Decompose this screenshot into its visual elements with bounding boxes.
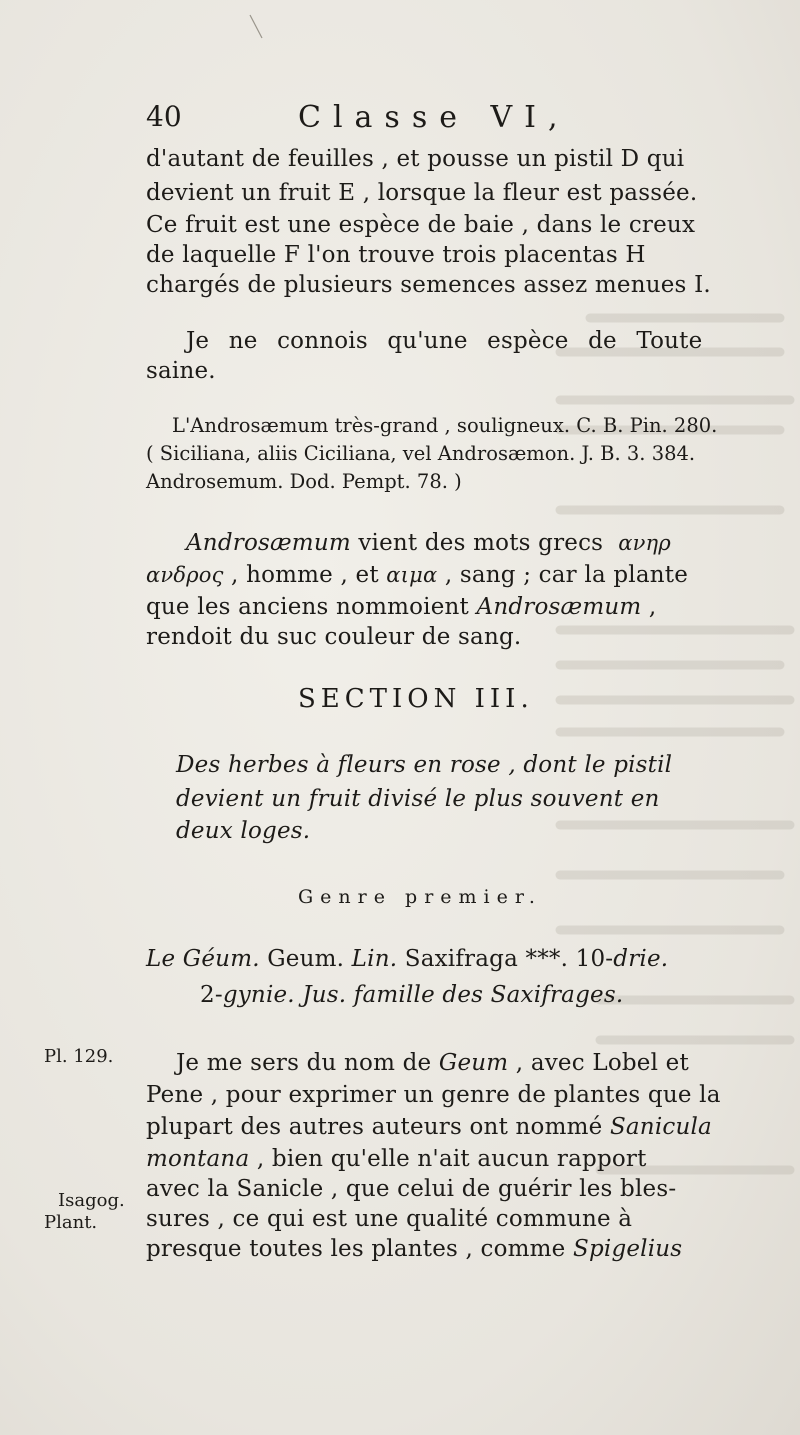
running-title: Classe VI, <box>298 100 570 135</box>
text-line: sures , ce qui est une qualité commune à <box>146 1206 633 1232</box>
latin-word: Androsæmum <box>186 530 351 556</box>
margin-plate-reference: Pl. 129. <box>44 1046 114 1067</box>
text-line: devient un fruit E , lorsque la fleur est passée. <box>146 180 698 206</box>
text-line: d'autant de feuilles , et pousse un pistil D qui <box>146 146 685 172</box>
greek-word: ανηρ <box>618 531 671 555</box>
text-line: montana , bien qu'elle n'ait aucun rapport <box>146 1146 647 1172</box>
genus-name: Le Géum. <box>146 946 260 972</box>
text-line: Le Géum. Geum. Lin. Saxifraga ***. 10-drie. <box>146 946 669 972</box>
text-line: chargés de plusieurs semences assez menues I. <box>146 272 711 298</box>
page-number: 40 <box>146 100 182 133</box>
section-heading: SECTION III. <box>298 684 534 714</box>
text-line: Je ne connois qu'une espèce de Toute <box>186 328 703 354</box>
margin-reference: Isagog. <box>58 1190 125 1211</box>
genre-heading: Genre premier. <box>298 886 542 908</box>
text-line: Androsemum. Dod. Pempt. 78. ) <box>146 470 462 493</box>
text-line: que les anciens nommoient Androsæmum , <box>146 594 657 620</box>
text-line: Androsæmum vient des mots grecs ανηρ <box>186 530 671 556</box>
latin-word: Androsæmum <box>476 594 642 620</box>
greek-word: ανδρος <box>146 563 224 587</box>
text-line: avec la Sanicle , que celui de guérir les bles- <box>146 1176 677 1202</box>
margin-reference: Plant. <box>44 1212 98 1233</box>
text-line: Des herbes à fleurs en rose , dont le pistil <box>176 752 673 778</box>
text-line: 2-gynie. Jus. famille des Saxifrages. <box>200 982 624 1008</box>
text-line: Je me sers du nom de Geum , avec Lobel et <box>176 1050 689 1076</box>
text-line: Ce fruit est une espèce de baie , dans le creux <box>146 212 696 238</box>
text-line: rendoit du suc couleur de sang. <box>146 624 522 650</box>
text-line: ανδρος , homme , et αιμα , sang ; car la plante <box>146 562 689 588</box>
text-line: ( Siciliana, aliis Ciciliana, vel Androsæmon. J. B. 3. 384. <box>146 442 696 465</box>
text-line: devient un fruit divisé le plus souvent en <box>176 786 660 812</box>
text-line: presque toutes les plantes , comme Spigelius <box>146 1236 683 1262</box>
greek-word: αιμα <box>386 563 438 587</box>
text-line: saine. <box>146 358 216 384</box>
text-line: L'Androsæmum très-grand , souligneux. C. B. Pin. 280. <box>172 414 718 437</box>
text-line: deux loges. <box>176 818 311 844</box>
text-line: de laquelle F l'on trouve trois placentas H <box>146 242 646 268</box>
text-line: plupart des autres auteurs ont nommé Sanicula <box>146 1114 712 1140</box>
text-line: Pene , pour exprimer un genre de plantes que la <box>146 1082 721 1108</box>
